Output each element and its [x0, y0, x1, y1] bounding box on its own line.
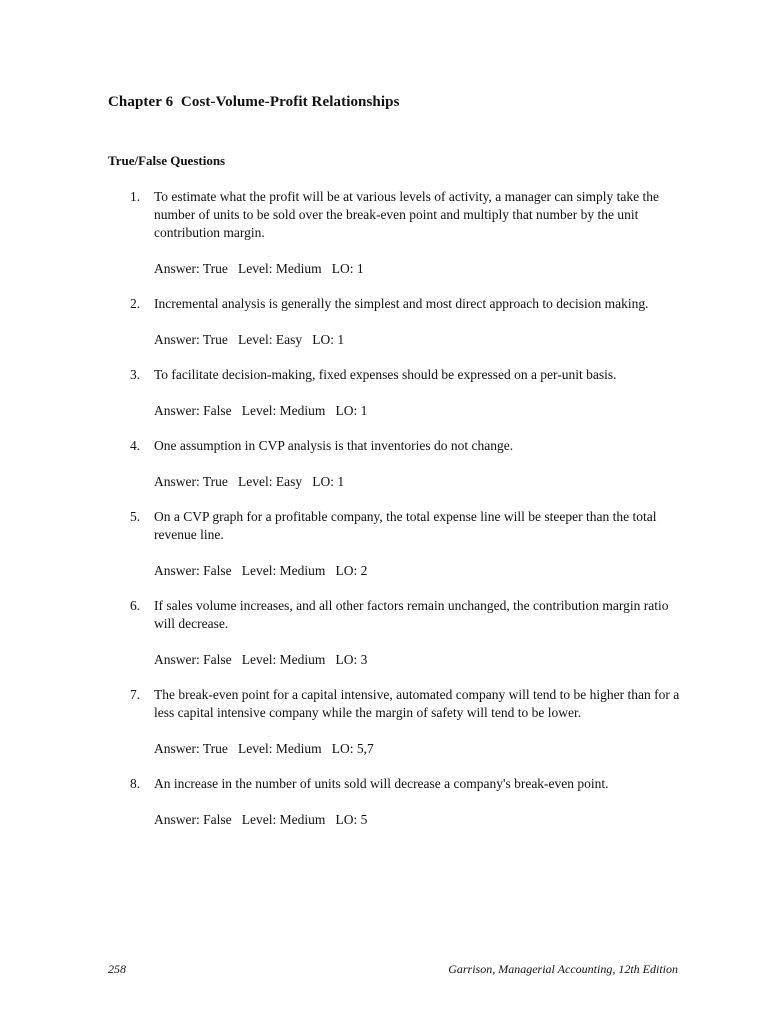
- page-number: 258: [108, 962, 126, 976]
- question-text: The break-even point for a capital intensive, automated company will tend to be higher than for a less capital intensive company while the margin of safety will tend to be lower.: [154, 687, 680, 720]
- question-number: 6.: [130, 598, 141, 613]
- question-item: [108, 188, 680, 278]
- chapter-title: Chapter 6 Cost-Volume-Profit Relationships: [108, 94, 400, 110]
- question-answer: Answer: False Level: Medium LO: 1: [154, 403, 368, 418]
- question-number: 3.: [130, 367, 141, 382]
- question-text: If sales volume increases, and all other factors remain unchanged, the contribution margin ratio will decrease.: [154, 598, 669, 631]
- question-answer: Answer: True Level: Easy LO: 1: [154, 474, 345, 489]
- question-number: 5.: [130, 509, 141, 524]
- question-text: On a CVP graph for a profitable company, the total expense line will be steeper than the total revenue line.: [154, 509, 657, 542]
- question-answer: Answer: True Level: Medium LO: 1: [154, 261, 364, 276]
- question-number: 4.: [130, 438, 141, 453]
- question-number: 7.: [130, 687, 141, 702]
- section-title: True/False Questions: [108, 153, 226, 168]
- question-text: An increase in the number of units sold will decrease a company's break-even point.: [154, 776, 609, 791]
- question-item: [108, 437, 680, 491]
- question-text: Incremental analysis is generally the simplest and most direct approach to decision making.: [154, 296, 649, 311]
- question-answer: Answer: False Level: Medium LO: 2: [154, 563, 368, 578]
- question-text: To estimate what the profit will be at various levels of activity, a manager can simply take the number of units to be sold over the break-even point and multiply that number by the unit contribution margin.: [154, 189, 660, 240]
- question-text: To facilitate decision-making, fixed expenses should be expressed on a per-unit basis.: [154, 367, 617, 382]
- question-number: 8.: [130, 776, 141, 791]
- question-list: [108, 188, 680, 846]
- question-item: [108, 686, 680, 758]
- question-item: [108, 775, 680, 829]
- question-text: One assumption in CVP analysis is that inventories do not change.: [154, 438, 514, 453]
- question-answer: Answer: True Level: Easy LO: 1: [154, 332, 345, 347]
- question-number: 1.: [130, 189, 141, 204]
- question-item: [108, 508, 680, 580]
- question-item: [108, 597, 680, 669]
- footer-source: Garrison, Managerial Accounting, 12th Edition: [448, 962, 678, 976]
- question-number: 2.: [130, 296, 141, 311]
- question-item: [108, 366, 680, 420]
- question-answer: Answer: True Level: Medium LO: 5,7: [154, 741, 374, 756]
- question-answer: Answer: False Level: Medium LO: 5: [154, 812, 368, 827]
- question-item: [108, 295, 680, 349]
- question-answer: Answer: False Level: Medium LO: 3: [154, 652, 368, 667]
